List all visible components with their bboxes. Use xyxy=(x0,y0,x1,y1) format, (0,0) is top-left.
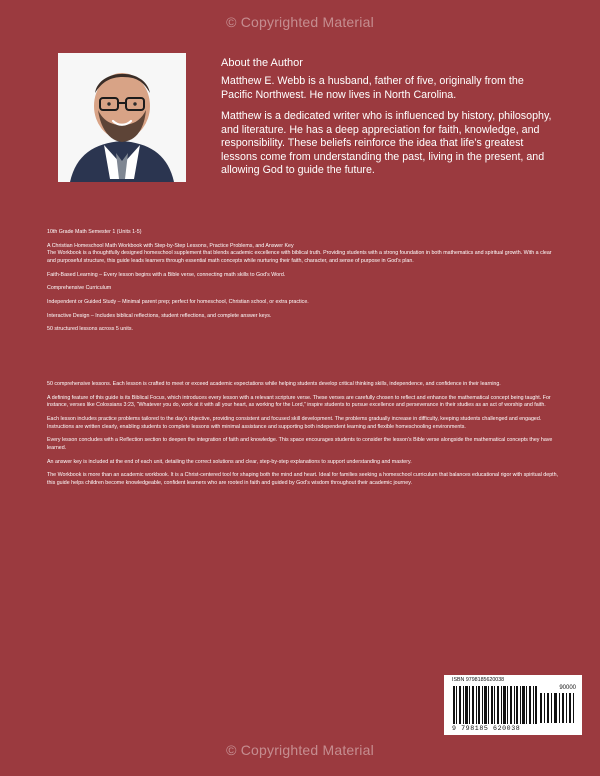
feature-faith-based-learning: Faith-Based Learning – Every lesson begins with a Bible verse, connecting math skills to God’s Word. xyxy=(47,271,286,278)
author-bio-paragraph-1: Matthew E. Webb is a husband, father of five, originally from the Pacific Northwest. He now lives in North Carolina. xyxy=(221,75,524,101)
about-author-heading: About the Author xyxy=(221,57,303,69)
description-paragraph-3: Each lesson includes practice problems tailored to the day’s objective, providing consistent and focused skill development. The problems gradually increase in difficulty, keeping students challenged and engaged. Instructions are written clearly, enabling students to complete lessons with minimal assistance and supporting both independent learning and flexible homeschooling environments. xyxy=(47,416,542,430)
barcode-digits: 9 798185 620038 xyxy=(452,725,521,733)
book-title-line: 10th Grade Math Semester 1 (Units 1-5) xyxy=(47,229,142,235)
description-paragraph-2: A defining feature of this guide is its Biblical Focus, which introduces every lesson with a relevant scripture verse. These verses are carefully chosen to reflect and enhance the mathematical concept being taught. For instance, verses like Colossians 3:23, “Whatever you do, work at it with all your heart, as working for the Lord,” inspire students to pursue excellence and perseverance in their studies as an act of worship and faith. xyxy=(47,394,551,409)
isbn-barcode xyxy=(444,675,582,735)
description-paragraph-5: An answer key is included at the end of each unit, detailing the correct solutions and clear, step-by-step explanations to support understanding and mastery. xyxy=(47,458,412,465)
book-summary xyxy=(47,229,559,340)
book-subtitle-line xyxy=(47,243,559,266)
author-bio-paragraph-2: Matthew is a dedicated writer who is influenced by history, philosophy, and literature. He has a deep appreciation for faith, knowledge, and responsibility. These beliefs reinforce the idea that life’s greatest lessons come from understanding the past, living in the present, and allowing God to guide the future. xyxy=(221,110,552,177)
book-intro: The Workbook is a thoughtfully designed homeschool supplement that blends academic excellence with biblical truth. Providing students with a strong foundation in both mathematics and spiritual growth. With a clear and purposeful structure, this guide leads learners through essential math concepts while nurturing their faith, character, and sense of purpose in God’s plan. xyxy=(47,250,552,265)
author-photo xyxy=(58,53,186,182)
feature-independent-study: Independent or Guided Study – Minimal parent prep; perfect for homeschool, Christian school, or extra practice. xyxy=(47,299,309,306)
price-code: 90000 xyxy=(559,685,576,691)
description-paragraph-6: The Workbook is more than an academic workbook. It is a Christ-centered tool for shaping both the mind and heart. Ideal for families seeking a homeschool curriculum that balances educational rigor with spiritual depth, this guide helps children become knowledgeable, confident learners who are rooted in faith and guided by God’s wisdom throughout their academic journey. xyxy=(47,472,559,487)
feature-comprehensive-curriculum: Comprehensive Curriculum xyxy=(47,285,112,292)
copyright-watermark-top: © Copyrighted Material xyxy=(226,14,374,30)
author-bio xyxy=(221,75,557,186)
copyright-watermark-bottom: © Copyrighted Material xyxy=(226,742,374,758)
description-paragraph-4: Every lesson concludes with a Reflection section to deepen the integration of faith and knowledge. This space encourages students to consider the lesson’s Bible verse alongside the mathematical concepts they have learned. xyxy=(47,437,553,452)
feature-structured-lessons: 50 structured lessons across 5 units. xyxy=(47,326,133,333)
price-addon-barcode xyxy=(540,693,576,723)
description-paragraph-1: 50 comprehensive lessons. Each lesson is crafted to meet or exceed academic expectations while helping students develop critical thinking skills, independence, and confidence in their learning. xyxy=(47,381,501,387)
feature-interactive-design: Interactive Design – Includes biblical reflections, student reflections, and complete answer keys. xyxy=(47,312,272,319)
book-subtitle: A Christian Homeschool Math Workbook with Step-by-Step Lessons, Practice Problems, and Answer Key xyxy=(47,242,294,249)
book-description xyxy=(47,381,559,494)
isbn-label: ISBN 9798185620038 xyxy=(452,677,505,683)
